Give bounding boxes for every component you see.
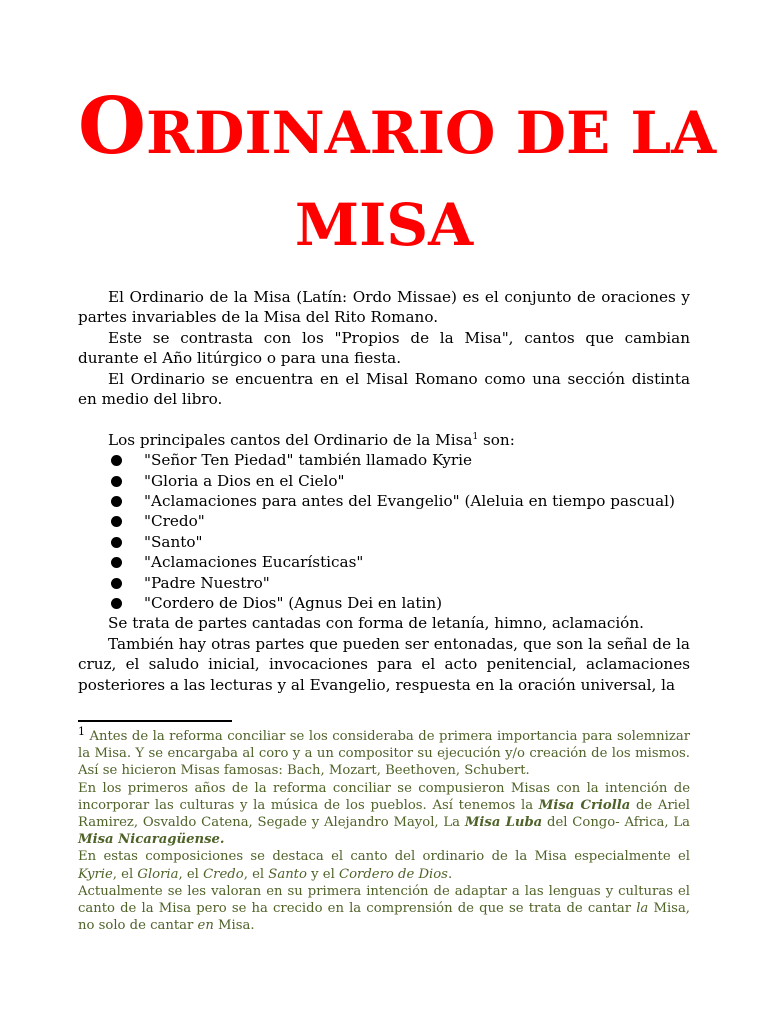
paragraph-letania: Se trata de partes cantadas con forma de letanía, himno, aclamación. [108, 614, 644, 633]
chant-label: "Cordero de Dios" (Agnus Dei en latin) [144, 593, 443, 612]
misa-luba: Misa Luba [464, 815, 543, 831]
footnote-paragraph-3 [78, 848, 690, 882]
list-item [78, 511, 690, 531]
term-gloria: Gloria [137, 866, 179, 882]
chant-label: "Santo" [144, 532, 203, 551]
footnote-text: Actualmente se les valoran en su primera intención de adaptar a las lenguas y culturas el canto de la Misa pero se ha crecido en la comprensión de que se trata de cantar [78, 883, 690, 917]
footnote-text: y el [306, 866, 339, 882]
term-credo: Credo [203, 866, 244, 882]
footnote-text: , el [178, 866, 204, 882]
term-cordero-de-dios: Cordero de Dios [339, 866, 448, 882]
footnote-text: de Ariel Ramirez, Osvaldo Catena, Segade y Alejandro Mayol, La [78, 797, 690, 831]
footnote-text: , el [112, 866, 138, 882]
list-item [78, 491, 690, 511]
misa-criolla: Misa Criolla [538, 797, 631, 813]
footnote-mark: 1 [78, 725, 85, 738]
footnote-text: En estas composiciones se destaca el canto del ordinario de la Misa especialmente el [78, 849, 690, 865]
footnote-separator [78, 720, 232, 722]
paragraph-intro: El Ordinario de la Misa (Latín: Ordo Missae) es el conjunto de oraciones y partes invariables de la Misa del Rito Romano. [78, 288, 690, 327]
misa-nicaraguense: Misa Nicaragüense. [78, 832, 225, 848]
footnote-paragraph-2 [78, 780, 690, 849]
document-title-line-2 [78, 191, 690, 259]
chant-label: "Gloria a Dios en el Cielo" [144, 471, 345, 490]
paragraph-otras-partes: También hay otras partes que pueden ser entonadas, que son la señal de la cruz, el saludo inicial, invocaciones para el acto penitencial, aclamaciones posteriores a las lecturas y al Evangelio, respuesta en la oración universal, la [78, 634, 690, 694]
bullet-icon [111, 516, 122, 527]
document-title-line-1 [78, 81, 717, 172]
title-drop-cap: O [78, 81, 146, 172]
footnote-reference[interactable]: 1 [472, 431, 479, 442]
chant-label: "Padre Nuestro" [144, 573, 270, 592]
bullet-icon [111, 537, 122, 548]
list-item [78, 532, 690, 552]
bullet-icon [111, 578, 122, 589]
chant-label: "Credo" [144, 512, 205, 531]
paragraph-gap [78, 409, 690, 429]
footnote-text: , el [243, 866, 269, 882]
list-item [78, 573, 690, 593]
emphasis-la: la [636, 901, 649, 917]
list-item [78, 552, 690, 572]
footnote-text: . [447, 866, 453, 882]
footnote-paragraph-4 [78, 883, 690, 935]
footnote-text: Misa, no solo de cantar [78, 901, 690, 934]
term-santo: Santo [268, 866, 307, 882]
chant-list [78, 450, 690, 613]
list-item [78, 450, 690, 470]
chant-label: "Aclamaciones Eucarísticas" [144, 553, 364, 572]
emphasis-en: en [197, 918, 214, 934]
footnote-paragraph-1 [78, 725, 690, 780]
footnote-text: Antes de la reforma conciliar se los consideraba de primera importancia para solemnizar la Misa. Y se encargaba al coro y a un compositor su ejecución y/o creación de los mismos. Así se hicieron Misas famosas: Bach, Mozart, Beethoven, Schubert. [78, 729, 690, 779]
paragraph-propios: Este se contrasta con los "Propios de la Misa", cantos que cambian durante el Año litúrgico o para una fiesta. [78, 328, 690, 368]
chant-label: "Aclamaciones para antes del Evangelio" (Aleluia en tiempo pascual) [144, 492, 675, 511]
paragraph-misal: El Ordinario se encuentra en el Misal Romano como una sección distinta en medio del libro. [78, 369, 690, 409]
chant-label: "Señor Ten Piedad" también llamado Kyrie [144, 451, 473, 470]
footnote-text: Misa. [213, 918, 255, 934]
bullet-icon [111, 557, 122, 568]
footnote [78, 725, 690, 934]
bullet-icon [111, 455, 122, 466]
bullet-icon [111, 476, 122, 487]
title-word-misa: MISA [294, 191, 474, 259]
list-intro [78, 430, 690, 450]
term-kyrie: Kyrie [78, 866, 113, 882]
footnote-text: En los primeros años de la reforma conciliar se compusieron Misas con la intención de incorporar las culturas y la música de los pueblos. Así tenemos la [78, 780, 690, 813]
bullet-icon [111, 598, 122, 609]
title-rest: RDINARIO DE LA [145, 99, 717, 167]
body-text [78, 287, 690, 695]
list-intro-after: son: [478, 430, 515, 449]
list-intro-text: Los principales cantos del Ordinario de la Misa [108, 430, 473, 449]
footnote-text: del Congo- Africa, La [542, 815, 690, 831]
bullet-icon [111, 496, 122, 507]
list-item [78, 471, 690, 491]
list-item [78, 593, 690, 613]
